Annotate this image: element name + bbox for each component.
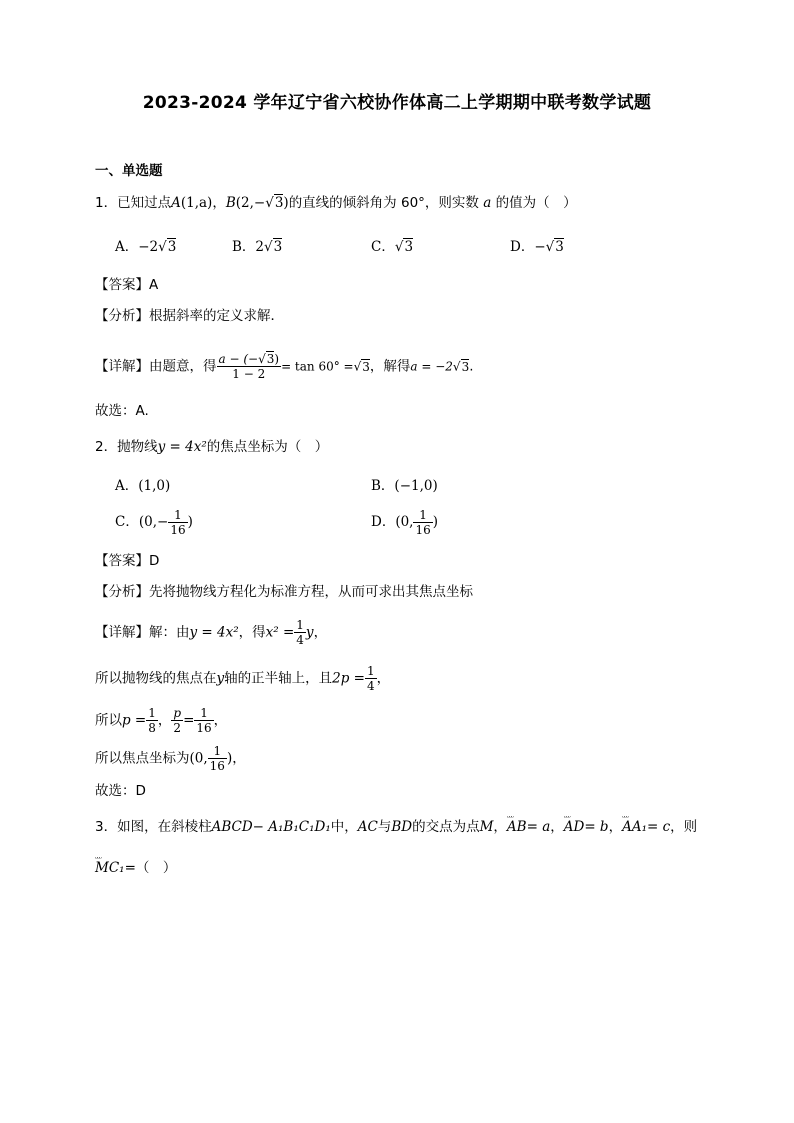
question-number: 3． [95, 819, 118, 835]
fraction-denominator: 8 [148, 721, 156, 735]
option-value: −2 [138, 239, 159, 255]
vector-ab-value: = a [526, 819, 551, 835]
q3-text-2: 中， [330, 819, 358, 835]
fraction-denominator: 16 [415, 523, 431, 537]
vector-ab: ᵕᵕᵕ AB [507, 817, 527, 837]
vector-aa1: ᵕᵕᵕ AA₁ [622, 817, 647, 837]
option-value: − [534, 239, 546, 255]
equation-2: x² = [265, 624, 295, 641]
q3-text: 如图，在斜棱柱 [117, 819, 212, 835]
fraction [168, 508, 187, 537]
radicand: 3 [404, 239, 414, 255]
comma: ， [213, 712, 228, 729]
q1-choose: 故选：A. [95, 403, 149, 419]
q3-text-3: 与 [377, 819, 392, 835]
variable-y: y [305, 624, 314, 641]
comma: ， [232, 750, 246, 767]
option-post: ) [432, 514, 439, 530]
detail-text: 解：由 [149, 624, 190, 641]
result-eq: a = −2 [410, 359, 453, 374]
detail-text-2: 轴的正半轴上，且 [224, 670, 333, 687]
detail-text: 所以抛物线的焦点在 [95, 670, 217, 687]
q3-text-6: =（ ） [124, 860, 177, 876]
fraction-numerator: 1 [208, 744, 227, 759]
variable-y: y [216, 670, 225, 687]
answer-value: A [149, 277, 159, 293]
fraction-denominator: 16 [170, 523, 186, 537]
fraction [171, 706, 183, 735]
numerator-pre: a − (− [218, 352, 259, 366]
question-2 [95, 437, 328, 457]
detail-text-2: ，解得 [369, 358, 411, 375]
option-label: D． [371, 514, 396, 530]
radicand: 3 [555, 239, 564, 255]
answer-tag: 【答案】 [95, 553, 149, 569]
comma: ， [493, 819, 507, 835]
option-pre: (0,− [138, 514, 169, 530]
coord-pre: (0, [189, 750, 208, 767]
answer-tag: 【答案】 [95, 277, 149, 293]
fraction-denominator: 1 − 2 [232, 367, 266, 381]
analysis-tag: 【分析】 [95, 308, 149, 324]
q1-option-c: C．√3 [371, 239, 414, 255]
parabola-eq: y = 4x² [157, 439, 207, 455]
fraction-numerator: 1 [194, 706, 213, 721]
option-value: (1,0) [138, 478, 171, 494]
option-label: B． [371, 478, 395, 494]
q1-text: 已知过点 [117, 195, 172, 211]
page-title: 2023-2024 学年辽宁省六校协作体高二上学期期中联考数学试题 [142, 93, 652, 113]
point-a-coords: (1,a) [180, 195, 213, 211]
comma: ， [608, 819, 623, 835]
q1-answer [95, 275, 158, 295]
comma: ， [550, 819, 564, 835]
fraction [146, 706, 158, 735]
detail-text-2: ，得 [238, 624, 266, 641]
variable-a: a [483, 195, 492, 211]
analysis-text: 根据斜率的定义求解． [149, 308, 284, 324]
detail-text: 所以焦点坐标为 [95, 750, 190, 767]
option-label: C． [115, 514, 139, 530]
equation: p = [122, 712, 147, 729]
fraction-numerator: 1 [413, 508, 432, 523]
vector-mc1: ᵕᵕᵕ MC₁ [95, 858, 125, 878]
segment-bd: BD [391, 819, 413, 835]
fraction [217, 352, 282, 381]
q1-option-a: A．−2√3 [115, 239, 177, 255]
q1-text-3: 的值为（ ） [495, 195, 577, 211]
fraction-numerator: 1 [148, 706, 156, 720]
fraction [208, 744, 227, 773]
option-label: A． [115, 478, 139, 494]
fraction-denominator: 4 [366, 679, 375, 693]
fraction-numerator: p [173, 706, 182, 720]
option-pre: (0, [395, 514, 414, 530]
option-label: A． [115, 239, 139, 255]
q2-text: 抛物线 [117, 439, 158, 455]
comma: ， [313, 624, 328, 641]
fraction-denominator: 16 [209, 759, 225, 773]
fraction-denominator: 2 [173, 721, 182, 735]
q2-choose: 故选：D [95, 783, 146, 799]
option-value: 2 [255, 239, 265, 255]
q2-detail-4 [95, 744, 246, 773]
point-b-coords-post: ) [283, 195, 289, 211]
comma: ， [376, 670, 391, 687]
q3-text-5: ，则 [670, 819, 698, 835]
fraction-numerator: a − (−√3) [218, 352, 280, 366]
q1-detail: 【详解】由题意，得 $\frac{a - (-√3)}{1 - 2}$ = tan 60° =√3，解得a = −2√3. [95, 352, 474, 381]
detail-text: 所以 [95, 712, 122, 729]
detail-tag: 【详解】 [95, 624, 149, 641]
fraction-numerator: 1 [296, 618, 304, 632]
question-number: 1． [95, 195, 118, 211]
q2-analysis [95, 582, 473, 602]
vector-aa1-value: = c [647, 819, 671, 835]
q2-option-c [115, 508, 193, 537]
fraction-numerator: 1 [366, 664, 375, 678]
point-a: A [171, 195, 181, 211]
analysis-tag: 【分析】 [95, 584, 149, 600]
radicand: 3 [167, 239, 177, 255]
q2-answer [95, 551, 159, 571]
detail-text: 由题意，得 [149, 358, 217, 375]
option-label: B． [232, 239, 256, 255]
point-b-coords: (2,−√3) [235, 195, 289, 211]
q2-option-d [371, 508, 438, 537]
fraction [194, 706, 213, 735]
q2-detail-2 [95, 664, 390, 693]
question-3-line-2 [95, 858, 176, 878]
option-post: ) [187, 514, 193, 530]
answer-value: D [149, 553, 160, 569]
section-heading: 一、单选题 [95, 163, 163, 179]
equation: y = 4x² [189, 624, 239, 641]
q2-option-b [371, 476, 438, 496]
radicand: 3 [266, 352, 275, 366]
analysis-text: 先将抛物线方程化为标准方程，从而可求出其焦点坐标 [149, 584, 473, 600]
radicand: 3 [274, 195, 284, 211]
radicand: 3 [273, 239, 283, 255]
q1-text-2: 的直线的倾斜角为 60°，则实数 [288, 195, 479, 211]
point-b: B [225, 195, 236, 211]
equals: = [183, 712, 195, 729]
q1-option-b: B．2√3 [232, 239, 283, 255]
option-label: C． [371, 239, 395, 255]
period: . [469, 358, 474, 375]
q2-option-a [115, 476, 170, 496]
vector-ad-value: = b [584, 819, 609, 835]
q1-analysis [95, 306, 284, 326]
q2-detail-3 [95, 706, 227, 735]
question-3 [95, 817, 697, 837]
option-value: (−1,0) [394, 478, 438, 494]
q3-text-4: 的交点为点 [412, 819, 480, 835]
detail-tag: 【详解】 [95, 358, 149, 375]
point-m: M [479, 819, 494, 835]
radicand: 3 [362, 359, 370, 374]
vector-ad: ᵕᵕᵕ AD [564, 817, 585, 837]
separator: ， [212, 195, 226, 211]
comma: ， [157, 712, 172, 729]
fraction-numerator: 1 [168, 508, 187, 523]
fraction [365, 664, 377, 693]
fraction [294, 618, 306, 647]
question-1 [95, 193, 577, 213]
radicand: 3 [461, 359, 470, 374]
q1-option-d: D．−√3 [510, 239, 564, 255]
fraction-denominator: 16 [196, 721, 212, 735]
equation: 2p = [332, 670, 365, 687]
question-number: 2． [95, 439, 118, 455]
option-label: D． [510, 239, 535, 255]
point-b-coords-pre: (2,− [235, 195, 266, 211]
fraction [413, 508, 432, 537]
coord-post: ) [226, 750, 233, 767]
numerator-post: ) [274, 352, 280, 366]
q2-text-2: 的焦点坐标为（ ） [206, 439, 329, 455]
prism-name: ABCD− A₁B₁C₁D₁ [211, 819, 331, 835]
fraction-denominator: 4 [296, 633, 304, 647]
q2-detail-1 [95, 618, 327, 647]
equation-part: = tan 60° = [281, 359, 354, 374]
segment-ac: AC [357, 819, 378, 835]
